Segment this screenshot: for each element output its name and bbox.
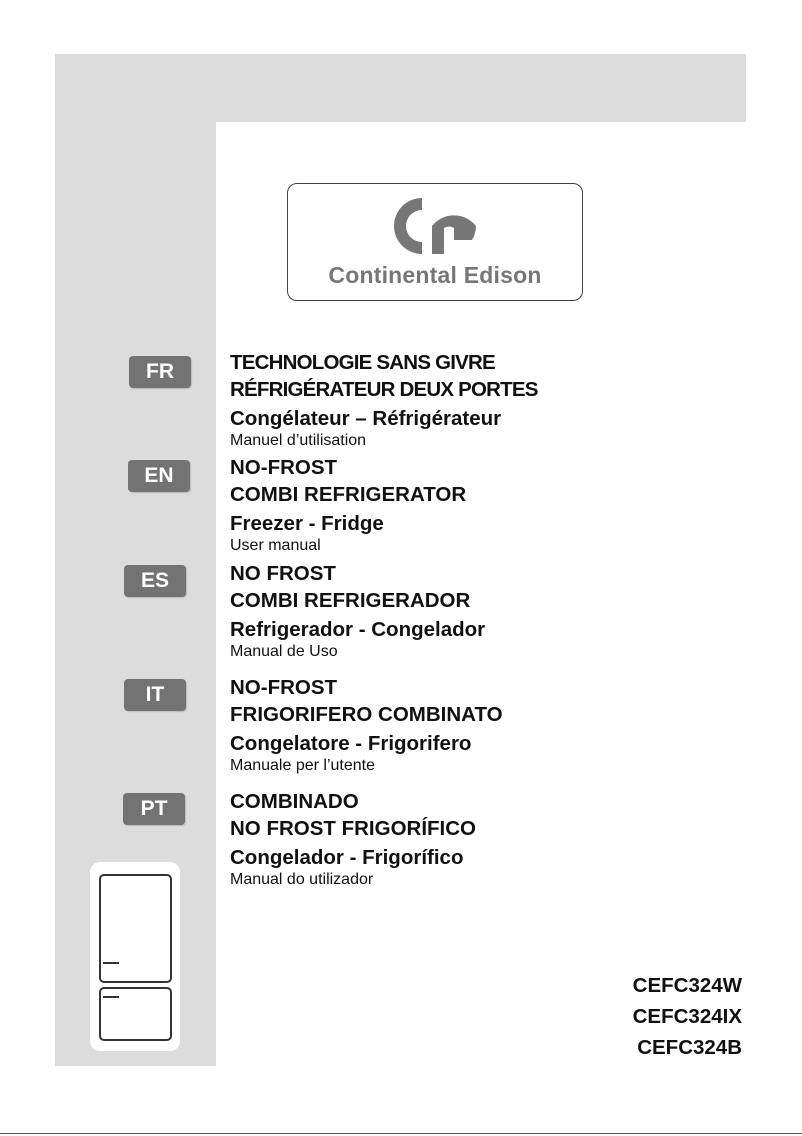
lang-block-es (230, 560, 485, 661)
product-type: Congélateur – Réfrigérateur (230, 407, 502, 430)
fridge-bottom-handle (103, 996, 119, 998)
title-line-2: COMBI REFRIGERATOR (230, 483, 467, 506)
lang-block-pt (230, 788, 476, 889)
title-line-1: NO-FROST (230, 456, 338, 479)
model-number: CEFC324W (632, 974, 742, 997)
gray-top-band (55, 54, 746, 122)
manual-label: Manual do utilizador (230, 871, 374, 888)
fridge-top-handle (103, 962, 119, 964)
lang-badge-es: ES (124, 565, 186, 597)
lang-badge-pt: PT (123, 793, 185, 825)
manual-label: Manuel d’utilisation (230, 432, 367, 449)
model-list (560, 970, 742, 1063)
title-line-2: RÉFRIGÉRATEUR DEUX PORTES (230, 378, 538, 401)
fridge-top-door (99, 874, 172, 983)
product-type: Congelador - Frigorífico (230, 846, 464, 869)
title-line-1: TECHNOLOGIE SANS GIVRE (230, 351, 495, 374)
bottom-border (0, 1133, 802, 1134)
model-number: CEFC324B (637, 1036, 742, 1059)
title-line-2: COMBI REFRIGERADOR (230, 589, 471, 612)
brand-name: Continental Edison (328, 262, 542, 288)
brand-logo-icon (392, 198, 476, 254)
title-line-1: COMBINADO (230, 790, 359, 813)
lang-badge-fr: FR (129, 356, 191, 388)
product-type: Refrigerador - Congelador (230, 618, 486, 641)
brand-logo-box (287, 183, 583, 301)
lang-block-it (230, 674, 503, 775)
lang-badge-en: EN (128, 460, 190, 492)
model-number: CEFC324IX (632, 1005, 742, 1028)
title-line-2: FRIGORIFERO COMBINATO (230, 703, 503, 726)
title-line-2: NO FROST FRIGORÍFICO (230, 817, 476, 840)
lang-block-fr (230, 349, 538, 450)
fridge-illustration (90, 862, 180, 1051)
product-type: Freezer - Fridge (230, 512, 384, 535)
title-line-1: NO-FROST (230, 676, 338, 699)
manual-label: Manuale per l’utente (230, 757, 375, 774)
lang-badge-it: IT (124, 679, 186, 711)
manual-label: Manual de Uso (230, 643, 338, 660)
title-line-1: NO FROST (230, 562, 336, 585)
manual-label: User manual (230, 537, 321, 554)
product-type: Congelatore - Frigorifero (230, 732, 472, 755)
lang-block-en (230, 454, 466, 555)
